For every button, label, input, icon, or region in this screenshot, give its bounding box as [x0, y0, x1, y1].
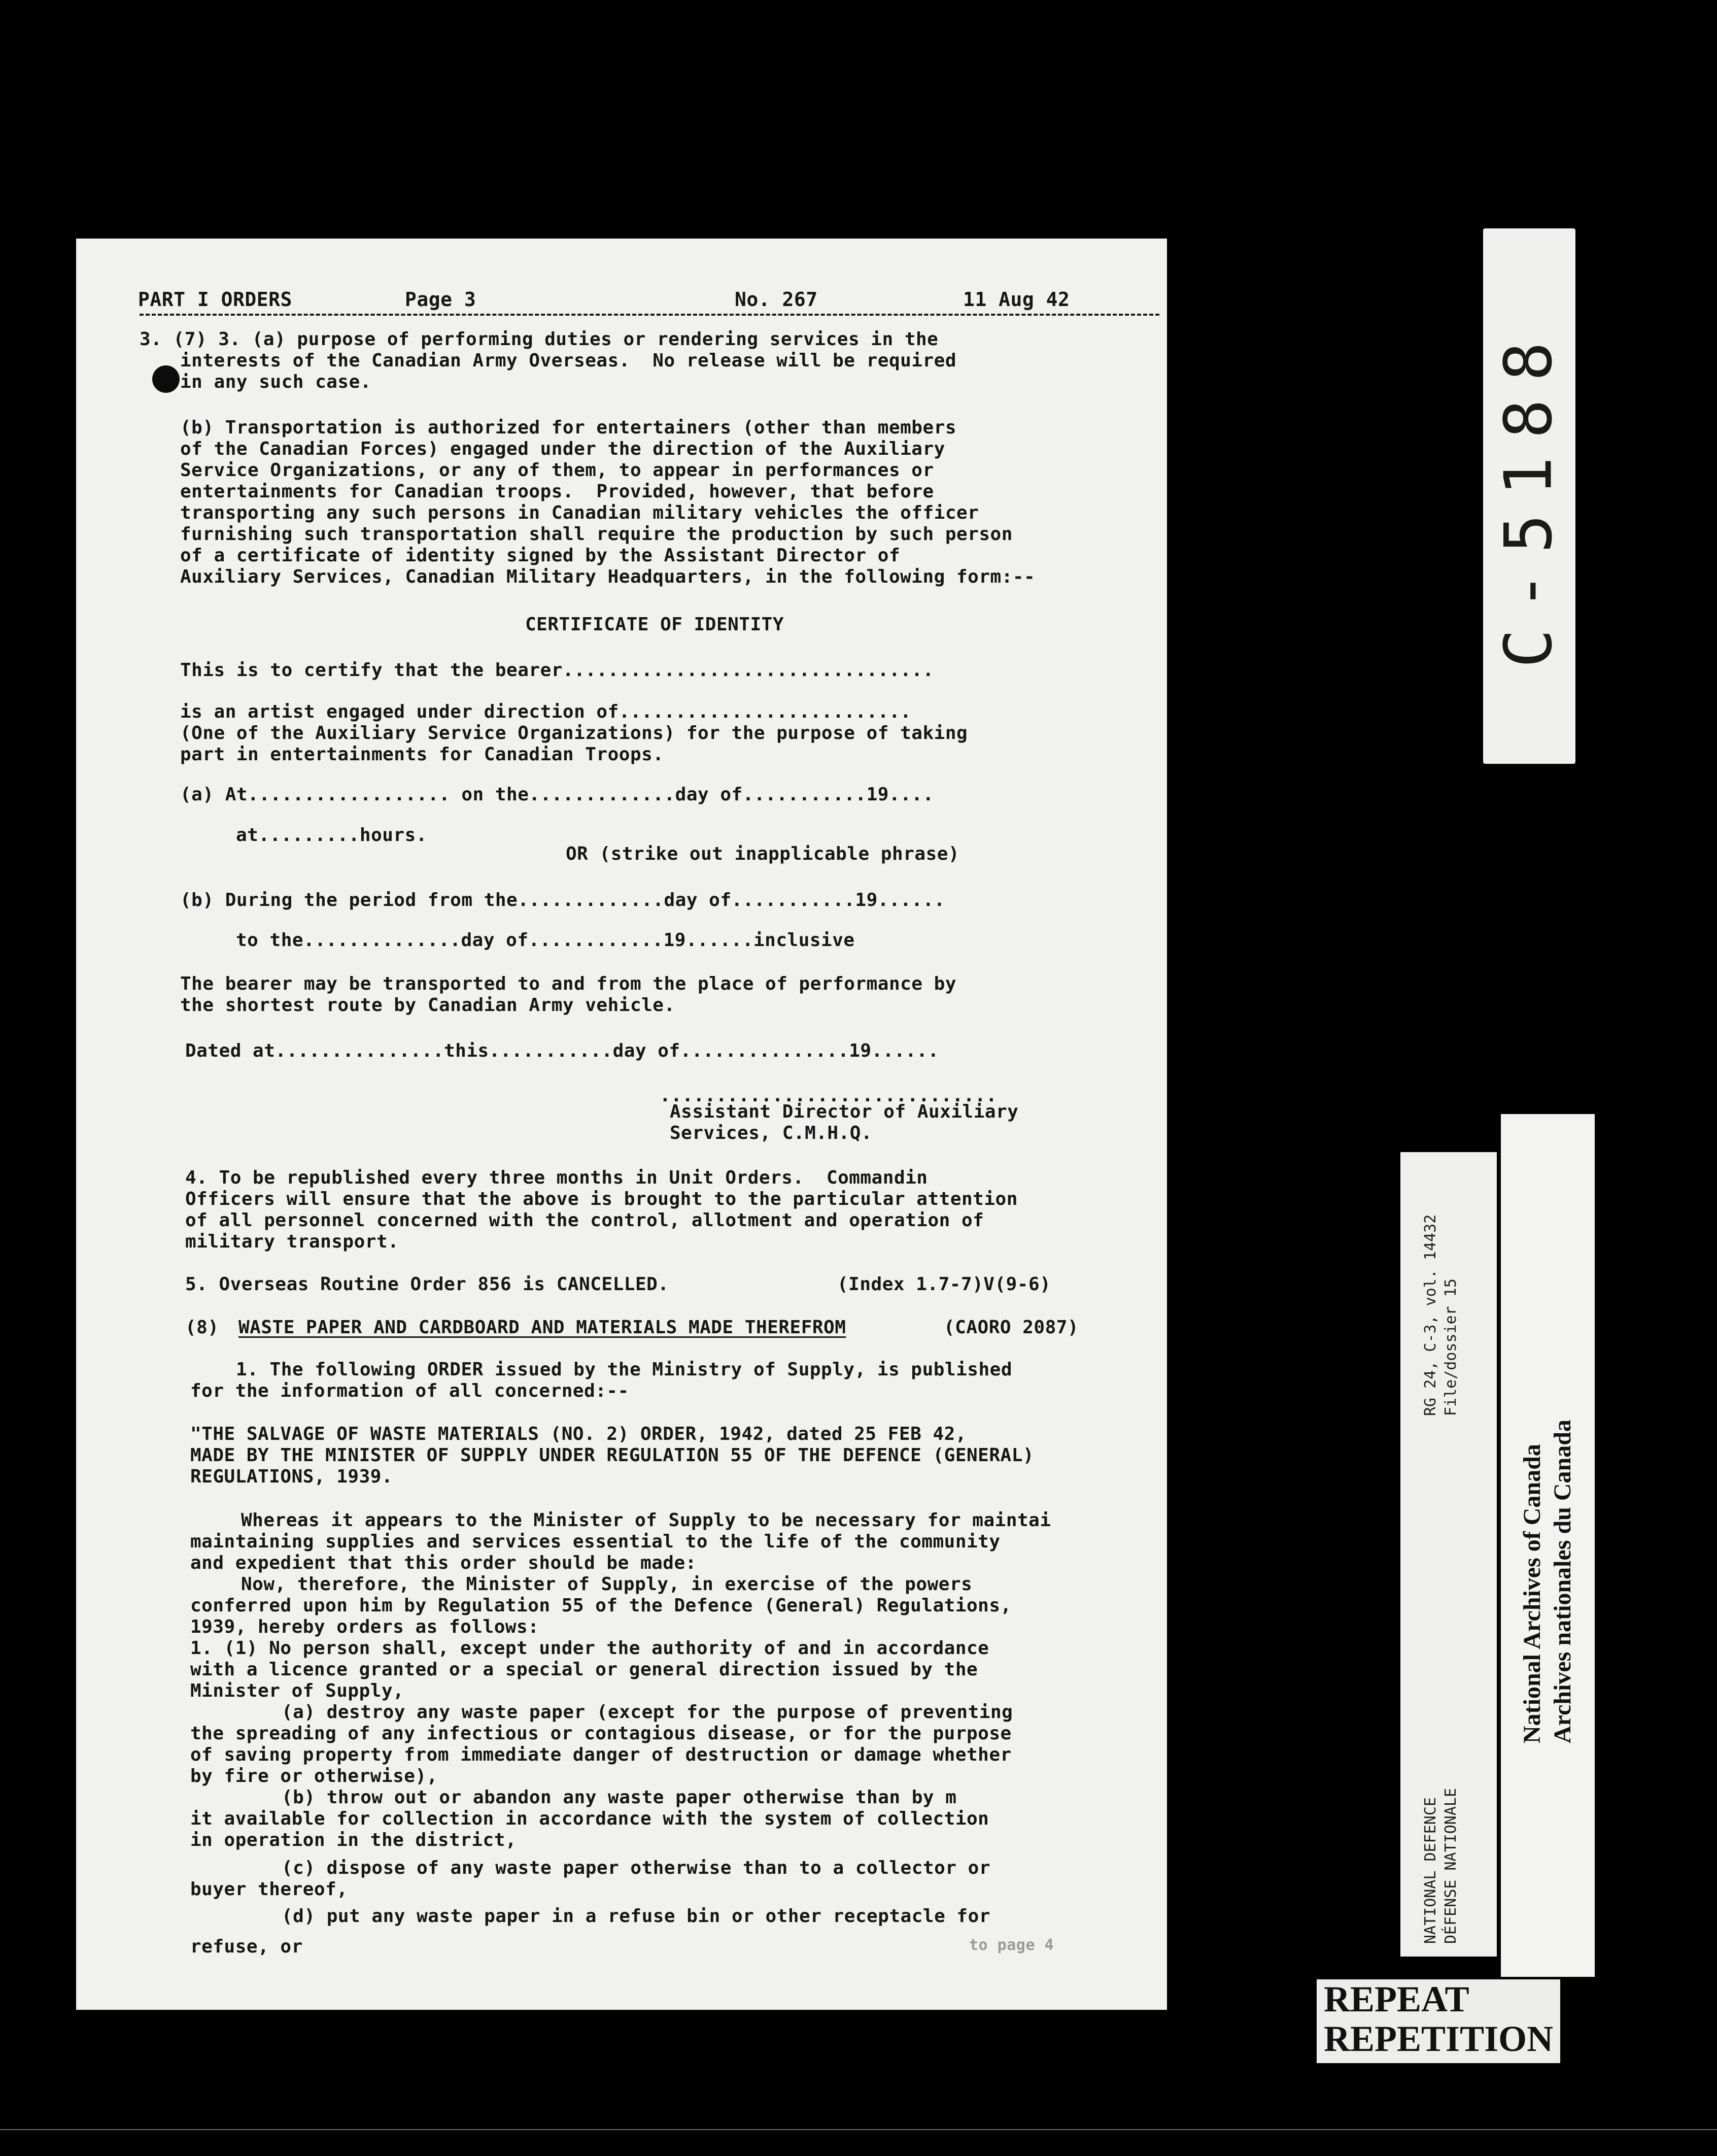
- section-reference: (CAORO 2087): [944, 1317, 1079, 1338]
- signature-title: Assistant Director of Auxiliary: [670, 1101, 1019, 1122]
- punch-hole: [152, 365, 180, 393]
- text-line: Auxiliary Services, Canadian Military Headquarters, in the following form:--: [180, 566, 1036, 587]
- text-line: OR (strike out inapplicable phrase): [566, 844, 960, 864]
- text-line: is an artist engaged under direction of..........................: [180, 701, 912, 722]
- text-line: of a certificate of identity signed by the Assistant Director of: [180, 545, 901, 566]
- section-heading: WASTE PAPER AND CARDBOARD AND MATERIALS MADE THEREFROM: [238, 1317, 846, 1338]
- text-line: buyer thereof,: [190, 1879, 348, 1900]
- document-page: [76, 239, 1167, 2010]
- archives-label: [1501, 1114, 1595, 1977]
- text-line: by fire or otherwise),: [190, 1766, 438, 1787]
- bottom-rule: [0, 2129, 1717, 2130]
- text-line: 4. To be republished every three months in Unit Orders. Commandin: [185, 1167, 928, 1188]
- text-line: the spreading of any infectious or contagious disease, or for the purpose: [190, 1723, 1012, 1744]
- text-line: (b) throw out or abandon any waste paper otherwise than by m: [282, 1787, 957, 1808]
- continuation-note: to page 4: [969, 1936, 1054, 1954]
- text-line: (d) put any waste paper in a refuse bin or other receptacle for: [282, 1906, 990, 1927]
- text-line: refuse, or: [190, 1936, 303, 1957]
- text-line: REGULATIONS, 1939.: [190, 1466, 393, 1487]
- archives-fr: Archives nationales du Canada: [1549, 1420, 1576, 1743]
- text-line: part in entertainments for Canadian Troops.: [180, 744, 664, 765]
- text-line: (One of the Auxiliary Service Organizations) for the purpose of taking: [180, 723, 968, 744]
- text-line: of saving property from immediate danger of destruction or damage whether: [190, 1744, 1012, 1765]
- index-reference: (Index 1.7-7)V(9-6): [837, 1274, 1051, 1295]
- text-line: military transport.: [185, 1231, 399, 1252]
- text-line: This is to certify that the bearer.................................: [180, 660, 934, 681]
- text-line: 1. (1) No person shall, except under the authority of and in accordance: [190, 1638, 989, 1659]
- text-line: 1. The following ORDER issued by the Ministry of Supply, is published: [236, 1359, 1012, 1380]
- text-line: 1939, hereby orders as follows:: [190, 1616, 539, 1637]
- text-line: 5. Overseas Routine Order 856 is CANCELLED.: [185, 1274, 669, 1295]
- repeat-stamp-en: REPEAT: [1324, 1979, 1469, 2019]
- text-line: furnishing such transportation shall require the production by such person: [180, 524, 1013, 545]
- reel-number: C-5188: [1491, 323, 1567, 668]
- text-line: (c) dispose of any waste paper otherwise than to a collector or: [282, 1858, 990, 1878]
- text-line: (b) Transportation is authorized for entertainers (other than members: [180, 417, 956, 438]
- text-line: in operation in the district,: [190, 1830, 517, 1850]
- text-line: Minister of Supply,: [190, 1680, 404, 1701]
- text-line: Officers will ensure that the above is brought to the particular attention: [185, 1189, 1018, 1209]
- text-line: MADE BY THE MINISTER OF SUPPLY UNDER REGULATION 55 OF THE DEFENCE (GENERAL): [190, 1445, 1035, 1466]
- repeat-stamp-fr: REPETITION: [1324, 2018, 1554, 2059]
- header-divider: [140, 314, 1159, 316]
- text-line: of the Canadian Forces) engaged under the direction of the Auxiliary: [180, 439, 945, 459]
- text-line: at.........hours.: [236, 825, 427, 846]
- department-en: NATIONAL DEFENCE: [1422, 1797, 1439, 1944]
- text-line: and expedient that this order should be made:: [190, 1553, 697, 1573]
- text-line: for the information of all concerned:--: [190, 1380, 629, 1401]
- text-line: 3. (7) 3. (a) purpose of performing duties or rendering services in the: [140, 329, 939, 350]
- text-line: interests of the Canadian Army Overseas. No release will be required: [180, 350, 956, 371]
- text-line: Dated at...............this...........day of...............19......: [185, 1040, 939, 1061]
- text-line: (a) At.................. on the.............day of...........19....: [180, 784, 934, 805]
- header-date: 11 Aug 42: [963, 288, 1070, 311]
- text-line: conferred upon him by Regulation 55 of the Defence (General) Regulations,: [190, 1595, 1012, 1616]
- text-line: The bearer may be transported to and from the place of performance by: [180, 973, 956, 994]
- department-fr: DÉFENSE NATIONALE: [1442, 1788, 1460, 1944]
- header-page: Page 3: [405, 288, 476, 311]
- text-line: "THE SALVAGE OF WASTE MATERIALS (NO. 2) ORDER, 1942, dated 25 FEB 42,: [190, 1424, 967, 1444]
- text-line: Whereas it appears to the Minister of Supply to be necessary for maintai: [241, 1510, 1051, 1531]
- archive-file: File/dossier 15: [1442, 1278, 1460, 1416]
- text-line: maintaining supplies and services essential to the life of the community: [190, 1531, 1001, 1552]
- certificate-title: CERTIFICATE OF IDENTITY: [525, 614, 784, 635]
- header-number: No. 267: [735, 288, 818, 311]
- text-line: Now, therefore, the Minister of Supply, in exercise of the powers: [241, 1574, 973, 1595]
- text-line: (b) During the period from the.............day of...........19......: [180, 890, 945, 911]
- text-line: Service Organizations, or any of them, to appear in performances or: [180, 460, 934, 481]
- archive-reference: RG 24, C-3, vol. 14432: [1422, 1214, 1439, 1416]
- text-line: of all personnel concerned with the control, allotment and operation of: [185, 1210, 984, 1231]
- text-line: to the..............day of............19......inclusive: [236, 930, 855, 951]
- archives-en: National Archives of Canada: [1519, 1444, 1546, 1743]
- text-line: it available for collection in accordance with the system of collection: [190, 1808, 989, 1829]
- department-label: [1400, 1152, 1497, 1957]
- text-line: the shortest route by Canadian Army vehicle.: [180, 995, 675, 1016]
- text-line: with a licence granted or a special or general direction issued by the: [190, 1659, 978, 1680]
- signature-title: Services, C.M.H.Q.: [670, 1123, 873, 1143]
- text-line: entertainments for Canadian troops. Provided, however, that before: [180, 481, 934, 502]
- header-part: PART I ORDERS: [138, 288, 292, 311]
- repeat-stamp: [1317, 1979, 1560, 2063]
- text-line: (a) destroy any waste paper (except for the purpose of preventing: [282, 1702, 1013, 1723]
- text-line: in any such case.: [180, 372, 371, 392]
- signature-line: ..............................: [660, 1085, 998, 1106]
- reel-number-tag: [1483, 228, 1575, 764]
- text-line: transporting any such persons in Canadian military vehicles the officer: [180, 502, 979, 523]
- section-number: (8): [185, 1317, 219, 1338]
